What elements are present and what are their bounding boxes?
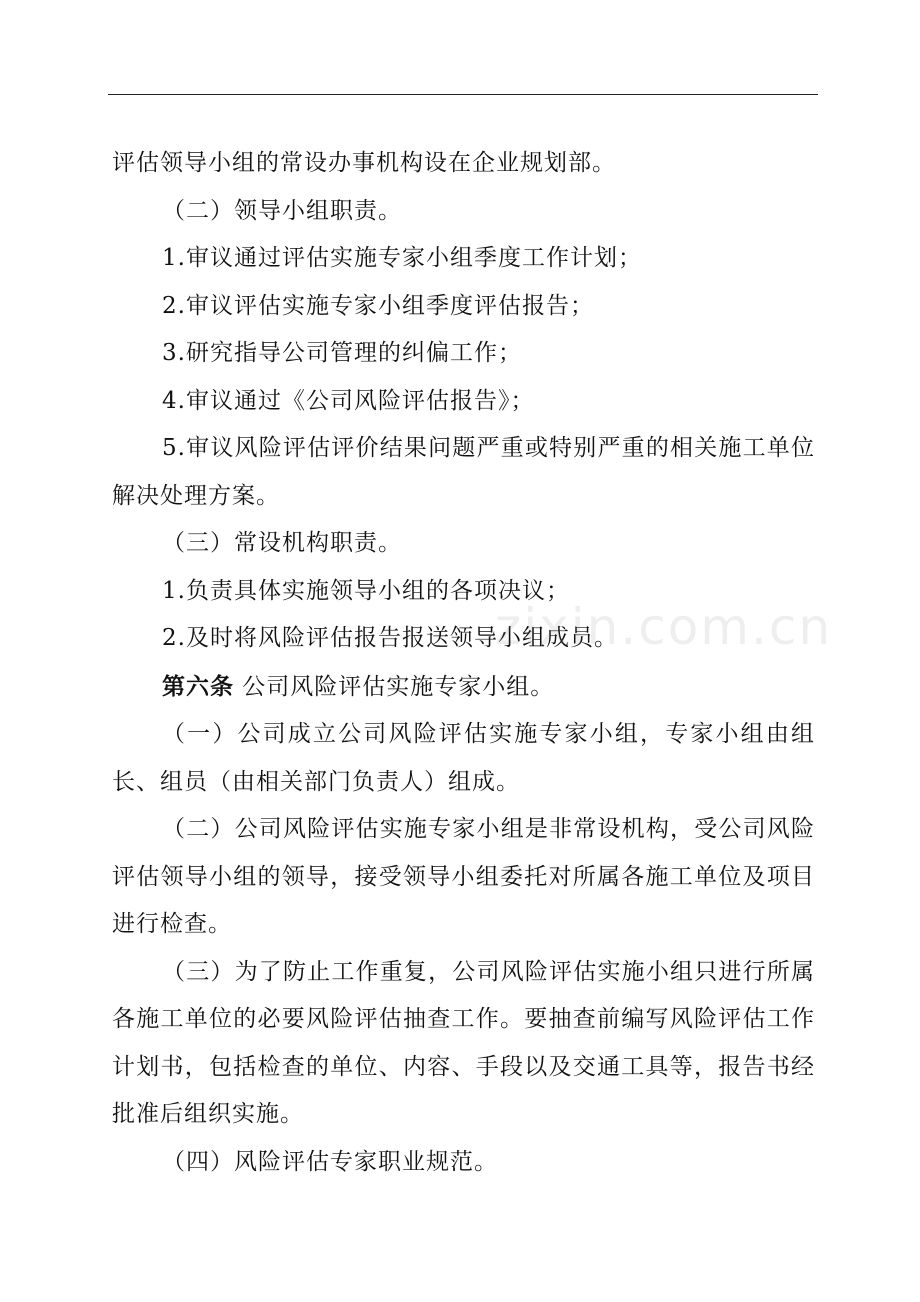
article-title: 公司风险评估实施专家小组。 (234, 673, 555, 700)
paragraph-expert-group-nature: （二）公司风险评估实施专家小组是非常设机构，受公司风险评估领导小组的领导，接受领导小组委托对所属各施工单位及项目进行检查。 (112, 816, 815, 937)
list-item: 1.负责具体实施领导小组的各项决议； (162, 577, 570, 604)
header-rule (108, 94, 818, 95)
section-heading-standing-body-duties: （三）常设机构职责。 (162, 530, 402, 556)
watermark: zixin.com.cn (495, 598, 833, 656)
list-item: 2.审议评估实施专家小组季度评估报告； (162, 292, 594, 319)
list-item: 1.审议通过评估实施专家小组季度工作计划； (162, 245, 642, 271)
article-number: 第六条 (162, 672, 234, 700)
paragraph-expert-group-formation: （一）公司成立公司风险评估实施专家小组，专家小组由组长、组员（由相关部门负责人）组成。 (112, 721, 815, 795)
document-body (112, 140, 815, 1186)
list-item: 4.审议通过《公司风险评估报告》； (162, 387, 535, 414)
section-heading-expert-conduct: （四）风险评估专家职业规范。 (162, 1148, 498, 1175)
paragraph-avoid-duplication: （三）为了防止工作重复，公司风险评估实施小组只进行所属各施工单位的必要风险评估抽查工作。要抽查前编写风险评估工作计划书，包括检查的单位、内容、手段以及交通工具等，报告书经批准后组织实施。 (112, 958, 815, 1127)
list-item: 5.审议风险评估评价结果问题严重或特别严重的相关施工单位解决处理方案。 (112, 435, 815, 509)
section-heading-leadership-duties: （二）领导小组职责。 (162, 197, 402, 224)
list-item: 2.及时将风险评估报告报送领导小组成员。 (162, 625, 618, 651)
article-heading (112, 663, 815, 712)
list-item: 3.研究指导公司管理的纠偏工作； (162, 340, 522, 366)
paragraph-office-location: 评估领导小组的常设办事机构设在企业规划部。 (112, 150, 616, 176)
